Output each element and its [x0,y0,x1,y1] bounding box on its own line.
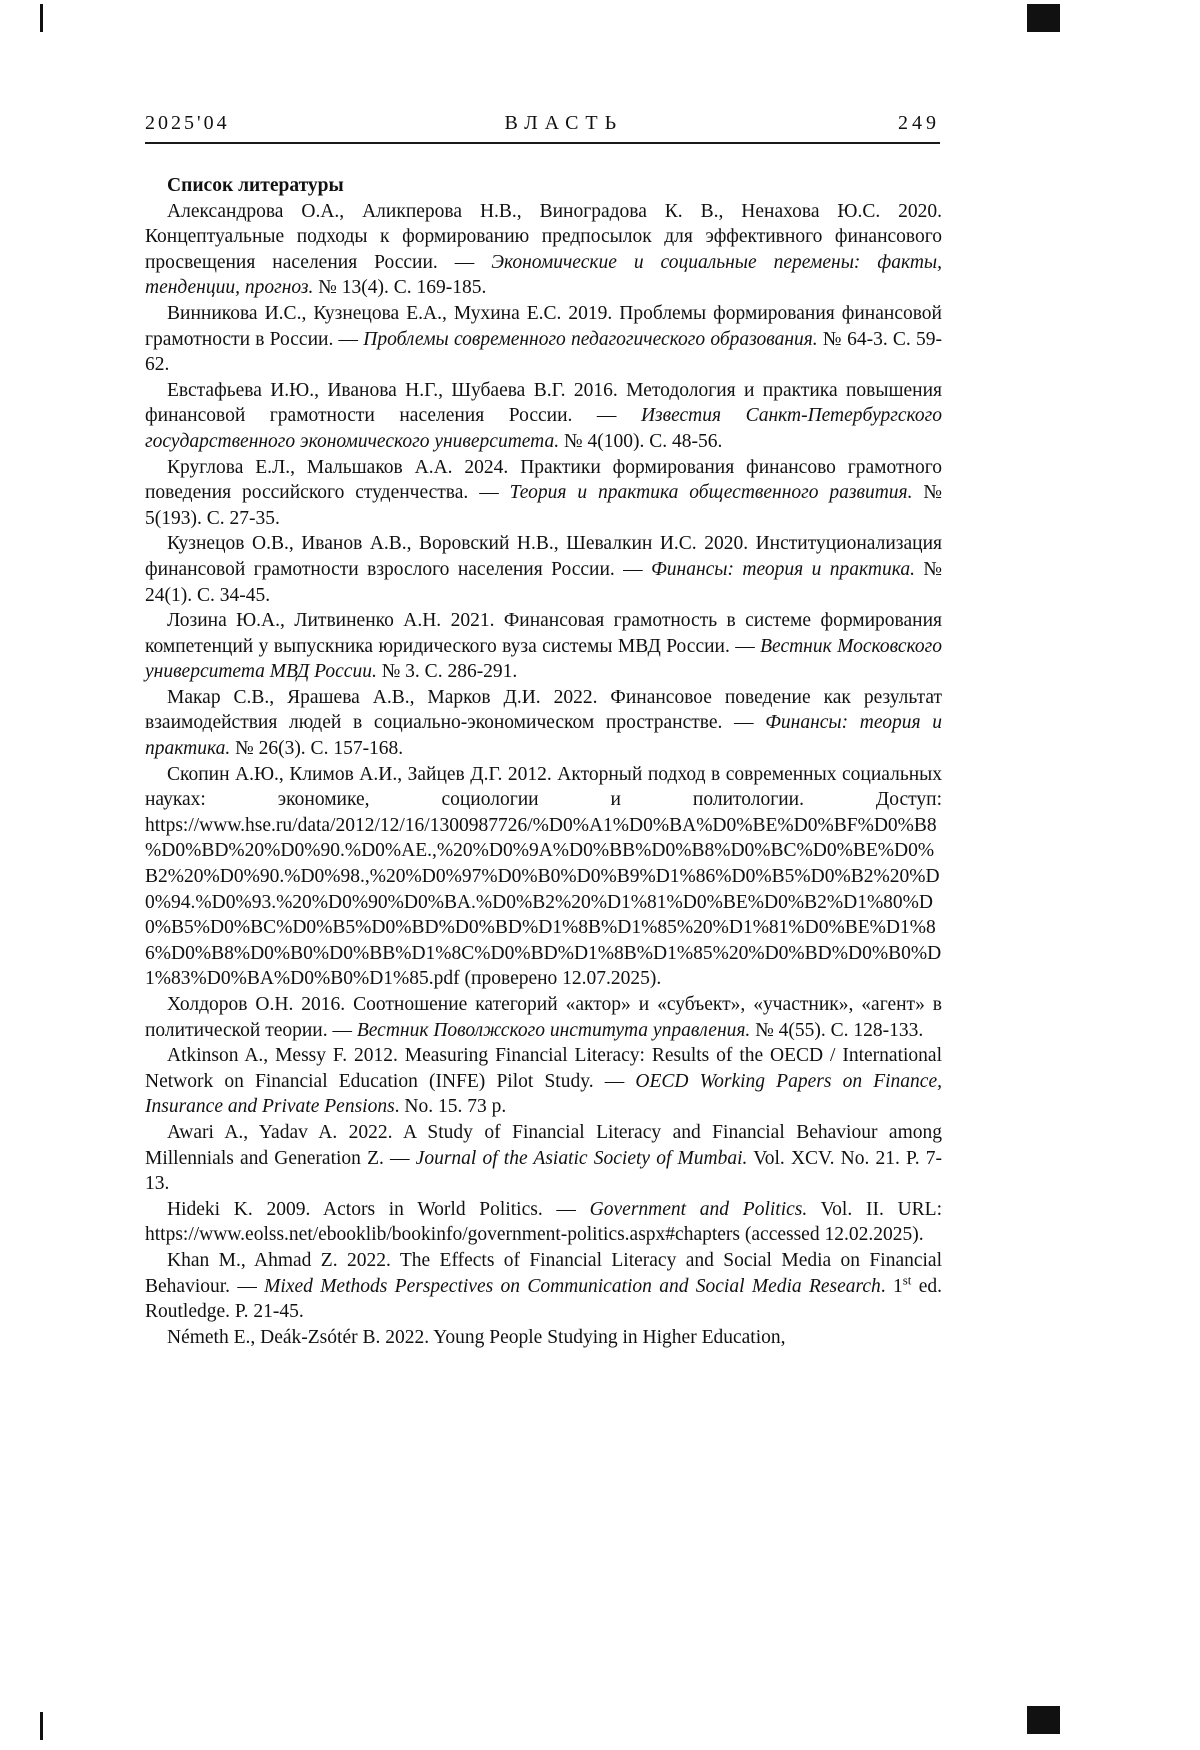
reference-item [145,992,942,1043]
reference-segment: Németh E., Deák-Zsótér B. 2022. Young People Studying in Higher Education, [167,1326,786,1348]
reference-segment: № 13(4). С. 169-185. [313,277,487,299]
running-head-issue: 2025'04 [145,112,230,134]
reference-segment: № 5(193). С. 27-35. [145,482,942,529]
reference-segment: Mixed Methods Perspectives on Communication and Social Media Research [264,1275,881,1297]
reference-item [145,1120,942,1197]
reference-item [145,608,942,685]
reference-segment: Круглова Е.Л., Мальшаков А.А. 2024. Практики формирования финансово грамотного поведения российского студенчества. — [145,456,942,504]
reference-item [145,378,942,455]
reference-segment: Khan M., Ahmad Z. 2022. The Effects of Financial Literacy and Social Media on Financial Behaviour. — [145,1249,942,1297]
reference-item [145,1197,942,1248]
reference-segment: Финансы: теория и практика. [651,558,915,580]
running-head-journal-title: ВЛАСТЬ [504,112,624,134]
references-section-title: Список литературы [167,175,344,196]
references-list [145,199,942,1351]
reference-segment: Известия Санкт-Петербургского государственного экономического университета. [145,405,942,452]
page-content [145,173,942,1350]
reference-segment: Journal of the Asiatic Society of Mumbai. [415,1147,748,1169]
reference-segment: Проблемы современного педагогического образования. [363,328,818,350]
reference-segment: . 1 [880,1275,903,1297]
reference-segment: Atkinson A., Messy F. 2012. Measuring Financial Literacy: Results of the OECD / International Network on Financial Education (INFE) Pilot Study. — [145,1045,942,1092]
reference-segment: № 26(3). С. 157-168. [230,738,404,760]
reference-item [145,685,942,762]
reference-segment: Макар С.В., Ярашева А.В., Марков Д.И. 2022. Финансовое поведение как результат взаимодействия людей в социально-экономическом пространстве. — [145,686,942,734]
reference-segment: Vol. XCV. No. 21. P. 7-13. [145,1147,942,1195]
reference-segment: № 64-3. С. 59-62. [145,328,942,376]
reference-segment: Лозина Ю.А., Литвиненко А.Н. 2021. Финансовая грамотность в системе формирования компетенций у выпускника юридического вуза системы МВД России. — [145,610,942,657]
reference-item [145,1248,942,1325]
reference-segment: Холдоров О.Н. 2016. Соотношение категорий «актор» и «субъект», «участник», «агент» в политической теории. — [145,994,942,1041]
reference-segment: № 24(1). С. 34-45. [145,558,942,606]
reference-segment: Awari A., Yadav A. 2022. A Study of Financial Literacy and Financial Behaviour among Millennials and Generation Z. — [145,1121,942,1169]
header-rule [145,142,940,144]
reference-segment: Вестник Московского университета МВД России. [145,635,942,683]
reference-segment: Винникова И.С., Кузнецова Е.А., Мухина Е.С. 2019. Проблемы формирования финансовой грамотности в России. — [145,302,942,350]
reference-segment: Евстафьева И.Ю., Иванова Н.Г., Шубаева В.Г. 2016. Методология и практика повышения финансовой грамотности населения России. — [145,379,942,427]
reference-item [145,762,942,992]
reference-segment: Кузнецов О.В., Иванов А.В., Воровский Н.В., Шевалкин И.С. 2020. Институционализация финансовой грамотности взрослого населения России. — [145,533,942,580]
reference-segment: ed. Routledge. P. 21-45. [145,1275,942,1323]
reference-segment: Вестник Поволжского института управления. [356,1019,751,1041]
reference-item [145,455,942,532]
reference-segment: Теория и практика общественного развития. [509,482,913,504]
crop-mark-bottom-right [1027,1706,1060,1734]
reference-segment: Скопин А.Ю., Климов А.И., Зайцев Д.Г. 2012. Акторный подход в современных социальных науках: экономике, социологии и политологии. Доступ: https://www.hse.ru/data/2012/12/16/1300987726/%D0%A1%D0%BA%D0%BE%D0%BF%D0%B8%D0%BD%20%D0%90.%D0%AE.,%20%D0%9A%D0%BB%D0%B8%D0%BC%D0%BE%D0%B2%20%D0%90.%D0%98.,%20%D0%97%D0%B0%D0%B9%D1%86%D0%B5%D0%B2%20%D0%94.%D0%93.%20%D0%90%D0%BA.%D0%B2%20%D1%81%D0%BE%D0%B2%D1%80%D0%B5%D0%BC%D0%B5%D0%BD%D0%BD%D1%8B%D1%85%20%D1%81%D0%BE%D1%86%D0%B8%D0%B0%D0%BB%D1%8C%D0%BD%D1%8B%D1%85%20%D0%BD%D0%B0%D1%83%D0%BA%D0%B0%D1%85.pdf (проверено 12.07.2025). [145,763,942,990]
reference-segment: Александрова О.А., Аликперова Н.В., Виноградова К. В., Ненахова Ю.С. 2020. Концептуальные подходы к формированию предпосылок для эффективного финансового просвещения населения России. — [145,200,942,273]
reference-segment: Government and Politics. [589,1198,808,1220]
reference-segment: № 4(55). С. 128-133. [750,1019,924,1041]
reference-segment: № 4(100). С. 48-56. [559,430,723,452]
reference-segment: Vol. II. URL: https://www.eolss.net/ebooklib/bookinfo/government-politics.aspx#chapters (accessed 12.02.2025). [145,1198,942,1246]
running-head [145,112,940,135]
crop-mark-top-right [1027,4,1060,32]
reference-segment: Финансы: теория и практика. [145,712,942,760]
reference-item [145,1043,942,1120]
reference-segment: st [902,1272,912,1288]
reference-item [145,1325,942,1351]
reference-segment: № 3. С. 286-291. [376,661,518,683]
crop-mark-bottom-left [40,1712,43,1740]
reference-segment: Экономические и социальные перемены: факты, тенденции, прогноз. [145,251,942,299]
crop-mark-top-left [40,4,43,32]
running-head-page-number: 249 [898,112,940,134]
reference-item [145,199,942,301]
reference-item [145,301,942,378]
reference-segment: OECD Working Papers on Finance, Insurance and Private Pensions [145,1070,942,1118]
reference-item [145,531,942,608]
reference-segment: Hideki K. 2009. Actors in World Politics. — [167,1198,590,1220]
reference-segment: . No. 15. 73 p. [394,1096,507,1118]
